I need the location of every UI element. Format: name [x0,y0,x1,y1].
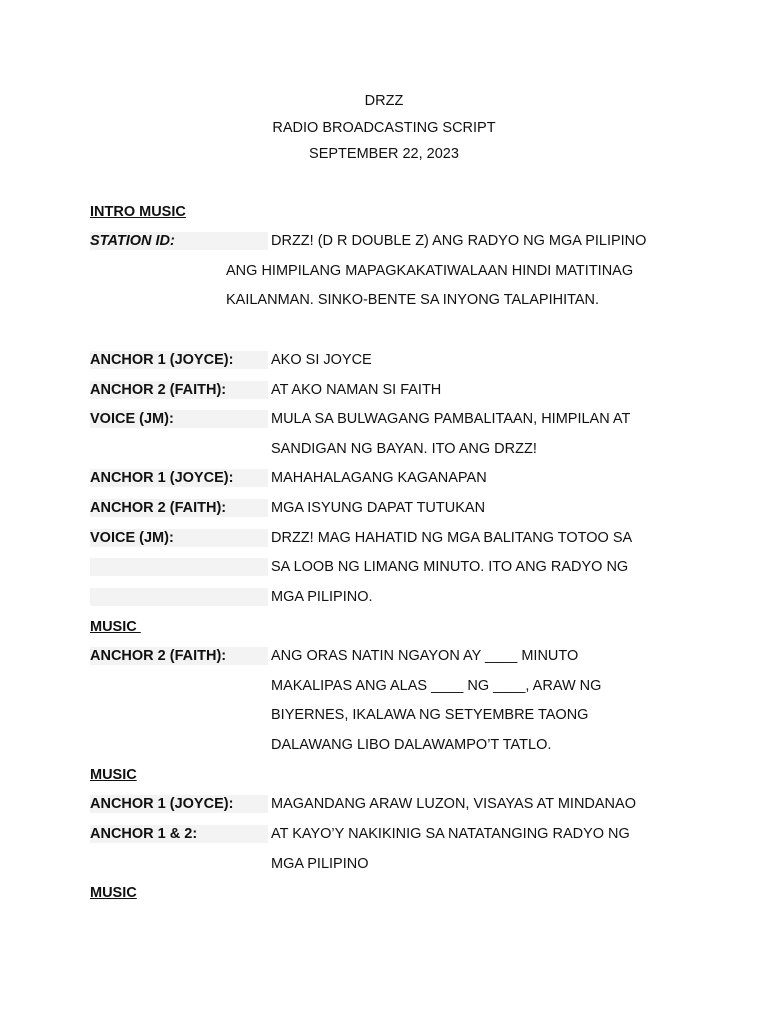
label-shading [90,588,268,606]
station-id-line-1: DRZZ! (D R DOUBLE Z) ANG RADYO NG MGA PILIPINO [271,233,647,249]
music-cue: MUSIC [90,767,137,783]
script-line: MULA SA BULWAGANG PAMBALITAAN, HIMPILAN AT [271,411,631,427]
script-line: MAGANDANG ARAW LUZON, VISAYAS AT MINDANAO [271,796,636,812]
script-line: MGA ISYUNG DAPAT TUTUKAN [271,500,486,516]
script-type: RADIO BROADCASTING SCRIPT [272,120,496,136]
script-line: AT KAYO’Y NAKIKINIG SA NATATANGING RADYO NG [271,826,630,842]
script-line: SA LOOB NG LIMANG MINUTO. ITO ANG RADYO NG [271,559,629,575]
script-line: ANG ORAS NATIN NGAYON AY ____ MINUTO [271,648,579,664]
intro-music-cue: INTRO MUSIC [90,204,186,220]
music-cue: MUSIC [90,619,141,635]
speaker-label-anchor2: ANCHOR 2 (FAITH): [90,499,268,517]
speaker-label-anchor1: ANCHOR 1 (JOYCE): [90,795,268,813]
script-line: MGA PILIPINO [271,856,369,872]
speaker-label-voice: VOICE (JM): [90,529,268,547]
speaker-label-voice: VOICE (JM): [90,410,268,428]
label-shading [90,558,268,576]
station-id-line-3: KAILANMAN. SINKO-BENTE SA INYONG TALAPIHITAN. [226,292,600,308]
script-line: SANDIGAN NG BAYAN. ITO ANG DRZZ! [271,441,537,457]
station-id-line-2: ANG HIMPILANG MAPAGKAKATIWALAAN HINDI MATITINAG [226,263,634,279]
speaker-label-anchor2: ANCHOR 2 (FAITH): [90,647,268,665]
speaker-label-anchor1: ANCHOR 1 (JOYCE): [90,469,268,487]
script-line: AKO SI JOYCE [271,352,372,368]
script-line: MAKALIPAS ANG ALAS ____ NG ____, ARAW NG [271,678,602,694]
script-line: DRZZ! MAG HAHATID NG MGA BALITANG TOTOO SA [271,530,633,546]
script-line: MGA PILIPINO. [271,589,373,605]
script-line: AT AKO NAMAN SI FAITH [271,382,442,398]
script-line: DALAWANG LIBO DALAWAMPO’T TATLO. [271,737,552,753]
speaker-label-anchor1: ANCHOR 1 (JOYCE): [90,351,268,369]
speaker-label-anchor2: ANCHOR 2 (FAITH): [90,381,268,399]
station-id-label: STATION ID: [90,232,268,250]
script-line: BIYERNES, IKALAWA NG SETYEMBRE TAONG [271,707,589,723]
station-name: DRZZ [364,93,404,109]
script-date: SEPTEMBER 22, 2023 [309,146,459,162]
speaker-label-anchor1-and-2: ANCHOR 1 & 2: [90,825,268,843]
music-cue: MUSIC [90,885,137,901]
script-line: MAHAHALAGANG KAGANAPAN [271,470,487,486]
